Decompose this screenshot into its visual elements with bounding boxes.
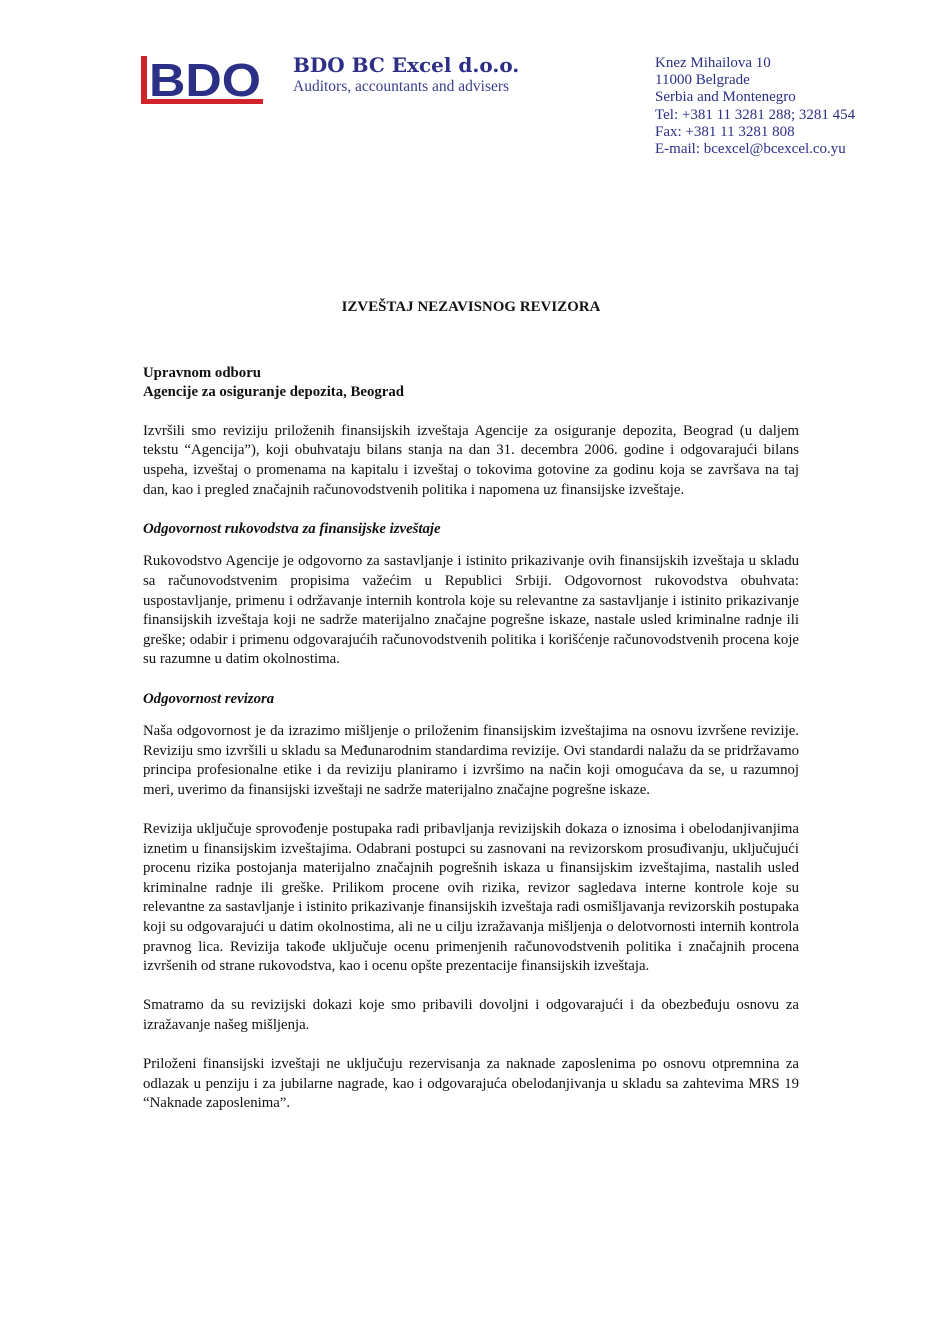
auditor-paragraph-3: Smatramo da su revizijski dokazi koje smo pribavili dovoljni i odgovarajući i da obezbeđuju osnovu za izražavanje našeg mišljenja.	[143, 997, 799, 1033]
auditor-paragraph-2: Revizija uključuje sprovođenje postupaka radi pribavljanja revizijskih dokaza o iznosima i obelodanjivanjima iznetim u finansijskim izveštajima. Odabrani postupci su zasnovani na revizorskom prosuđivanju, uključujući procenu rizika postojanja materijalno značajnih pogrešnih iskaza u finansijskim izveštajima, nastalih usled kriminalne radnje ili greške. Prilikom procene ovih rizika, revizor sagledava interne kontrole koje su relevantne za sastavljanje i istinito prikazivanje finansijskih izveštaja radi osmišljavanja revizorskih postupaka koji su odgovarajući u datim okolnostima, ali ne u cilju izražavanja mišljenja o delotvornosti internih kontrola pravnog lica. Revizija takođe uključuje ocenu primenjenih računovodstvenih politika i značajnih procena izvršenih od strane rukovodstva, kao i ocenu opšte prezentacije finansijskih izveštaja.	[143, 821, 799, 975]
addressee-line: Agencije za osiguranje depozita, Beograd	[143, 384, 404, 401]
company-tagline: Auditors, accountants and advisers	[293, 78, 510, 95]
logo-text: BDO	[149, 56, 261, 104]
phone-line: Tel: +381 11 3281 288; 3281 454	[655, 106, 856, 123]
address-line: Knez Mihailova 10	[655, 55, 771, 71]
report-title: IZVEŠTAJ NEZAVISNOG REVIZORA	[341, 299, 601, 315]
address-line: 11000 Belgrade	[655, 72, 750, 89]
section-heading-management: Odgovornost rukovodstva za finansijske izveštaje	[143, 520, 441, 537]
section-heading-auditor: Odgovornost revizora	[143, 690, 275, 707]
address-line: Serbia and Montenegro	[655, 89, 796, 106]
report-body	[143, 298, 799, 1134]
company-name: BDO BC Excel d.o.o.	[293, 53, 520, 77]
auditor-paragraph-1: Naša odgovornost je da izrazimo mišljenje o priloženim finansijskim izveštajima na osnovu izvršene revizije. Reviziju smo izvršili u skladu sa Međunarodnim standardima revizije. Ovi standardi nalažu da se pridržavamo principa profesionalne etike i da reviziju planiramo i izvršimo na način koji omogućava da se, u razumnoj meri, uverimo da finansijski izveštaji ne sadrže materijalno značajne pogrešne iskaze.	[143, 723, 799, 798]
company-block	[293, 52, 593, 96]
fax-line: Fax: +381 11 3281 808	[655, 123, 795, 140]
intro-paragraph: Izvršili smo reviziju priloženih finansijskih izveštaja Agencije za osiguranje depozita, Beograd (u daljem tekstu “Agencija”), koji obuhvataju bilans stanja na dan 31. decembra 2006. godine i odgovarajući bilans uspeha, izveštaj o promenama na kapitalu i izveštaj o tokovima gotovine za godinu koja se završava na taj dan, kao i pregled značajnih računovodstvenih politika i napomena uz finansijske izveštaje.	[143, 422, 799, 498]
addressee-line: Upravnom odboru	[143, 364, 261, 381]
management-paragraph: Rukovodstvo Agencije je odgovorno za sastavljanje i istinito prikazivanje ovih finansijskih izveštaja u skladu sa računovodstvenim propisima važećim u Republici Srbiji. Odgovornost rukovodstva obuhvata: uspostavljanje, primenu i održavanje internih kontrola koje su relevantne za sastavljanje i istinito prikazivanje finansijskih izveštaja koji ne sadrže materijalno značajne pogrešne iskaze, nastale usled kriminalne radnje ili greške; odabir i primenu odgovarajućih računovodstvenih politika i korišćenje računovodstvenih procena koje su razumne u datim okolnostima.	[143, 553, 799, 668]
email-line: E-mail: bcexcel@bcexcel.co.yu	[655, 141, 846, 158]
auditor-paragraph-4: Priloženi finansijski izveštaji ne uključuju rezervisanja za naknade zaposlenima po osnovu otpremnina za odlazak u penziju i za jubilarne nagrade, kao i odgovarajuća obelodanjivanja u skladu sa zahtevima MRS 19 “Naknade zaposlenima”.	[143, 1056, 799, 1112]
company-address	[655, 55, 905, 158]
bdo-logo	[141, 56, 263, 104]
addressee	[143, 364, 799, 403]
